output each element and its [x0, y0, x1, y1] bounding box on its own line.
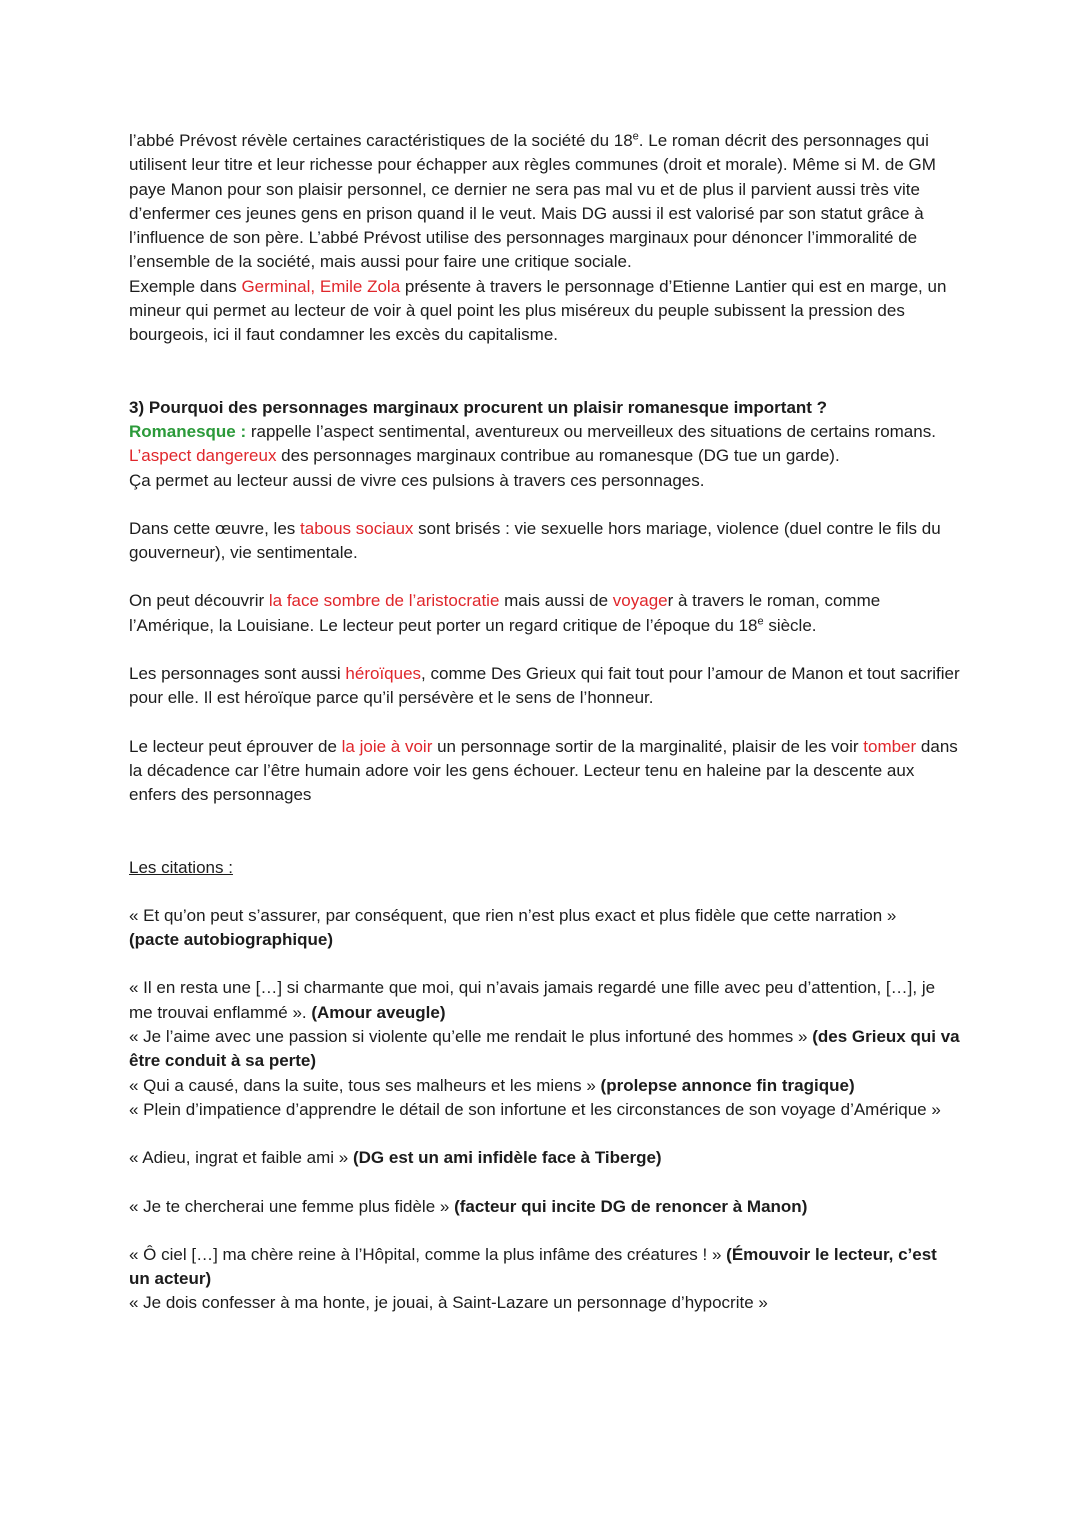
- section-heading: 3) Pourquoi des personnages marginaux procurent un plaisir romanesque important ?: [129, 397, 828, 417]
- quote-note: (pacte autobiographique): [129, 930, 333, 950]
- citation-8: [129, 1243, 960, 1292]
- quote-note: (Amour aveugle): [311, 1002, 446, 1022]
- text-span: sont brisés : vie sexuelle hors mariage, violence (duel contre le fils du gouverneur), vie sentimentale.: [129, 518, 941, 563]
- text-span: , comme Des Grieux qui fait tout pour l’amour de Manon et tout sacrifier pour elle. Il est héroïque parce qu’il persévère et le sens de l’honneur.: [129, 664, 960, 708]
- quote-note: (DG est un ami infidèle face à Tiberge): [352, 1148, 662, 1168]
- text-span: Le lecteur peut éprouver de: [129, 736, 342, 756]
- quote-text: « Et qu’on peut s’assurer, par conséquent, que rien n’est plus exact et plus fidèle que cette narration »: [129, 905, 897, 925]
- citation-2: [129, 976, 960, 1025]
- quote-text: « Il en resta une […] si charmante que moi, qui n’avais jamais regardé une fille avec peu d’attention, […], je me trouvai enflammé ».: [129, 978, 936, 1022]
- text-span: Dans cette œuvre, les: [129, 518, 301, 538]
- highlight-red: héroïques: [345, 664, 422, 684]
- quote-text: « Je te chercherai une femme plus fidèle »: [129, 1196, 455, 1216]
- citation-4: [129, 1074, 960, 1098]
- highlight-red: tabous sociaux: [300, 518, 414, 538]
- romanesque-definition: [129, 420, 960, 444]
- quote-note: (Émouvoir le lecteur, c’est un acteur): [129, 1244, 937, 1289]
- quote-text: « Qui a causé, dans la suite, tous ses malheurs et les miens »: [129, 1075, 601, 1095]
- citation-7: [129, 1195, 960, 1219]
- highlight-red: la face sombre de l’aristocratie: [268, 591, 500, 611]
- highlight-red: tomber: [863, 736, 917, 756]
- quote-text: « Je l’aime avec une passion si violente qu’elle me rendait le plus infortuné des hommes »: [129, 1027, 813, 1047]
- citation-1: [129, 904, 960, 953]
- intro-paragraph: [129, 129, 960, 348]
- citation-6: [129, 1146, 960, 1170]
- quote-text: « Ô ciel […] ma chère reine à l’Hôpital, comme la plus infâme des créatures ! »: [129, 1244, 727, 1264]
- text-span: un personnage sortir de la marginalité, plaisir de les voir: [432, 736, 864, 756]
- citation-3: [129, 1025, 960, 1074]
- text-span: Exemple dans: [129, 276, 242, 296]
- danger-line: [129, 444, 960, 468]
- quote-text: « Adieu, ingrat et faible ami »: [129, 1148, 353, 1168]
- citation-5: « Plein d’impatience d’apprendre le détail de son infortune et les circonstances de son voyage d’Amérique »: [129, 1099, 941, 1119]
- text-span: On peut découvrir: [129, 591, 269, 611]
- quote-note: (facteur qui incite DG de renoncer à Manon): [454, 1196, 808, 1216]
- quote-note: (des Grieux qui va être conduit à sa perte): [129, 1027, 960, 1071]
- citations-title: Les citations :: [129, 857, 233, 877]
- text-span: rappelle l’aspect sentimental, aventureux ou merveilleux des situations de certains romans.: [246, 421, 936, 441]
- term-green: Romanesque :: [129, 421, 247, 441]
- highlight-red: voyage: [612, 591, 668, 611]
- joie-paragraph: [129, 735, 960, 808]
- highlight-red: L’aspect dangereux: [129, 446, 277, 466]
- highlight-red: la joie à voir: [341, 736, 433, 756]
- text-span: présente à travers le personnage d’Etienne Lantier qui est en marge, un mineur qui permet au lecteur de voir à quel point les plus miséreux du peuple subissent la pression des bourgeois, ici il faut condamner les excès du capitalisme.: [129, 276, 947, 345]
- text-span: r à travers le roman, comme l’Amérique, la Louisiane. Le lecteur peut porter un regard critique de l’époque du 18: [129, 591, 881, 635]
- superscript: e: [757, 615, 764, 628]
- citation-9: « Je dois confesser à ma honte, je jouai, à Saint-Lazare un personnage d’hypocrite »: [129, 1293, 768, 1313]
- quote-note: (prolepse annonce fin tragique): [600, 1075, 855, 1095]
- aristocratie-paragraph: [129, 589, 960, 638]
- text-span: Les personnages sont aussi: [129, 664, 346, 684]
- text-span: dans la décadence car l’être humain adore voir les gens échouer. Lecteur tenu en haleine par la descente aux enfers des personnages: [129, 736, 958, 805]
- text-span: mais aussi de: [499, 591, 613, 611]
- pulsions-line: Ça permet au lecteur aussi de vivre ces pulsions à travers ces personnages.: [129, 470, 705, 490]
- tabous-paragraph: [129, 517, 960, 566]
- text-span: . Le roman décrit des personnages qui utilisent leur titre et leur richesse pour échapper aux règles communes (droit et morale). Même si M. de GM paye Manon pour son plaisir personnel, ce dernier ne sera pas mal vu et de plus il parvient aussi très vite d’enfermer ces jeunes gens en prison quand il le veut. Mais DG aussi il est valorisé par son statut grâce à l’influence de son père. L’abbé Prévost utilise des personnages marginaux pour dénoncer l’immoralité de l’ensemble de la société, mais aussi pour faire une critique sociale.: [129, 131, 936, 272]
- heroiques-paragraph: [129, 662, 960, 711]
- text-span: siècle.: [763, 615, 817, 635]
- superscript: e: [632, 130, 639, 143]
- text-span: l’abbé Prévost révèle certaines caractéristiques de la société du 18: [129, 131, 633, 150]
- highlight-red: Germinal, Emile Zola: [241, 276, 401, 296]
- text-span: des personnages marginaux contribue au romanesque (DG tue un garde).: [276, 446, 840, 466]
